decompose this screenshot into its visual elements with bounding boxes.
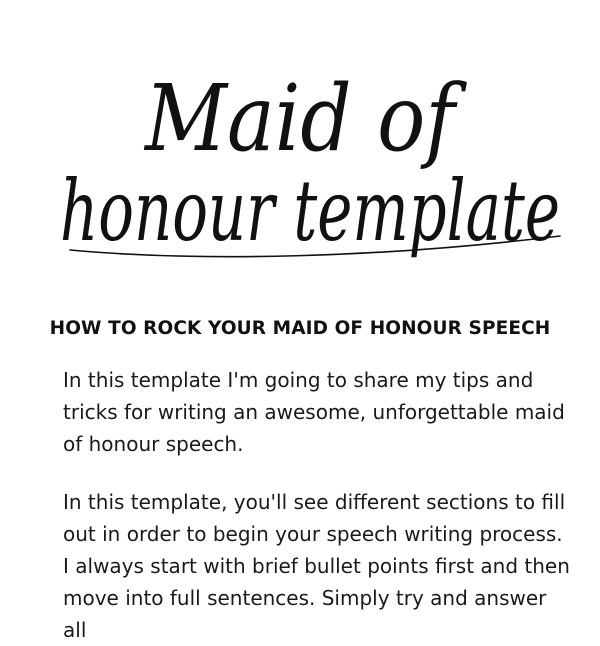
intro-paragraph: In this template I'm going to share my tips and tricks for writing an awesome, unforgettable maid of honour speech. [63,368,565,456]
script-title-graphic [0,0,600,280]
title-line-1: Maid of [143,65,468,172]
script-title [0,0,600,280]
instructions-paragraph: In this template, you'll see different sections to fill out in order to begin your speech writing process. I always start with brief bullet points first and then move into full sentences. Simply try and answer all [63,490,570,642]
title-line-2: honour template [60,162,560,260]
section-heading: HOW TO ROCK YOUR MAID OF HONOUR SPEECH [49,318,551,339]
